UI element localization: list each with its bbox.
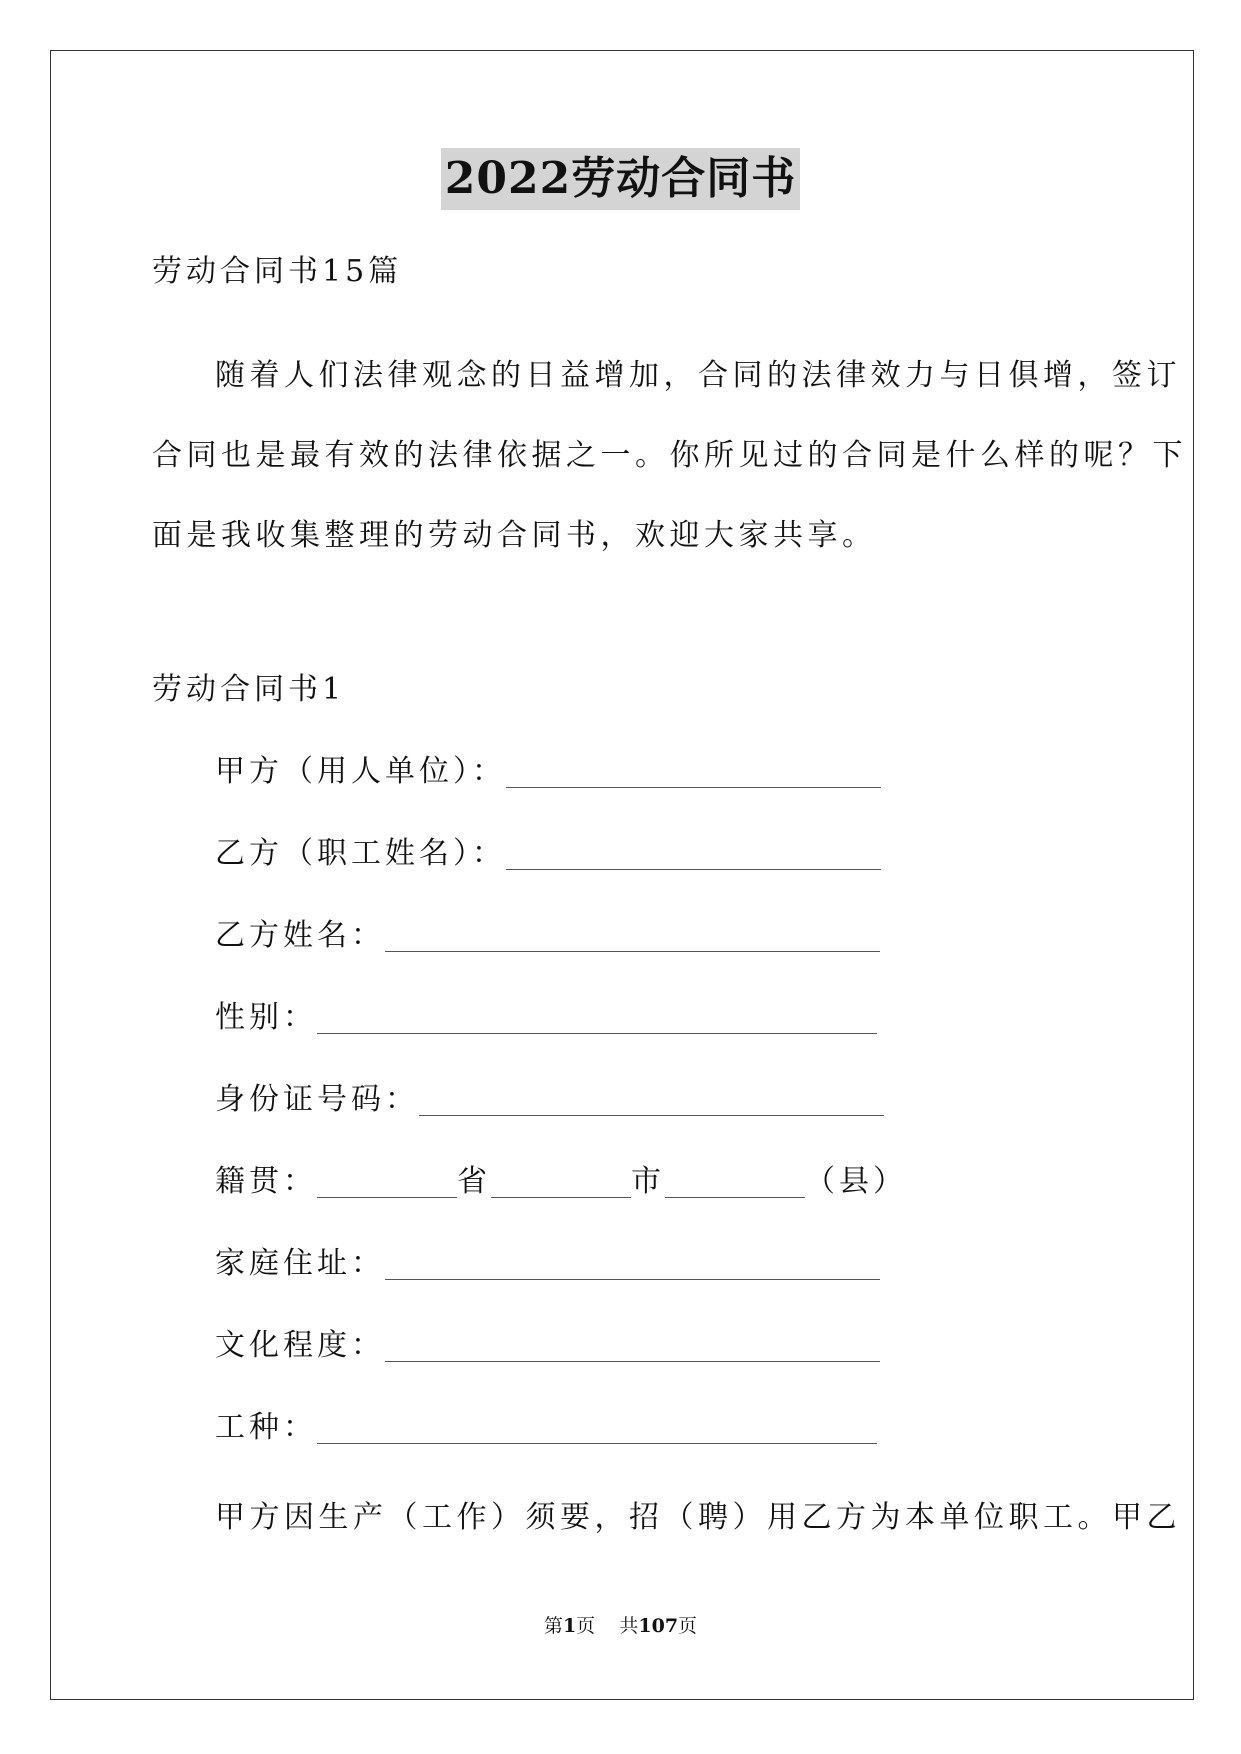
footer-total-prefix: 共 [619,1615,639,1637]
party-a-label: 甲方（用人单位）： [215,754,506,789]
home-address-blank[interactable] [385,1253,880,1280]
native-county-label: （县） [805,1164,907,1199]
native-province-label: 省 [457,1164,491,1199]
party-a-blank[interactable] [506,761,881,788]
gender-field [215,1000,877,1036]
party-b-name-label: 乙方姓名： [215,918,385,953]
home-address-label: 家庭住址： [215,1246,385,1281]
page-footer [0,1614,1241,1638]
intro-line-1: 随着人们法律观念的日益增加，合同的法律效力与日俱增，签订 [215,358,1181,393]
native-province-blank[interactable] [317,1171,457,1198]
education-label: 文化程度： [215,1328,385,1363]
native-city-label: 市 [631,1164,665,1199]
footer-page-number: 1 [562,1615,577,1637]
intro-line-3: 面是我收集整理的劳动合同书，欢迎大家共享。 [152,518,877,553]
education-field [215,1328,880,1364]
education-blank[interactable] [385,1335,880,1362]
party-b-blank[interactable] [506,843,881,870]
party-a-field [215,754,881,790]
document-title-wrapper [0,148,1241,210]
job-type-label: 工种： [215,1410,317,1445]
job-type-blank[interactable] [317,1417,877,1444]
closing-line: 甲方因生产（工作）须要，招（聘）用乙方为本单位职工。甲乙 [215,1500,1181,1535]
home-address-field [215,1246,880,1282]
intro-line-2: 合同也是最有效的法律依据之一。你所见过的合同是什么样的呢？下 [152,438,1187,473]
native-county-blank[interactable] [665,1171,805,1198]
document-subtitle: 劳动合同书15篇 [152,254,403,289]
document-title: 2022劳动合同书 [441,148,800,210]
page-border [50,50,1194,1700]
job-type-field [215,1410,877,1446]
footer-total-pages: 107 [638,1615,679,1637]
native-city-blank[interactable] [491,1171,631,1198]
id-number-label: 身份证号码： [215,1082,419,1117]
native-place-field [215,1164,907,1200]
party-b-name-blank[interactable] [385,925,880,952]
party-b-name-field [215,918,880,954]
gender-label: 性别： [215,1000,317,1035]
native-place-label: 籍贯： [215,1164,317,1199]
footer-page-suffix: 页 [576,1615,596,1637]
section-heading: 劳动合同书1 [152,672,346,707]
gender-blank[interactable] [317,1007,877,1034]
footer-total-suffix: 页 [678,1615,698,1637]
footer-page-prefix: 第 [543,1615,563,1637]
id-number-blank[interactable] [419,1089,884,1116]
id-number-field [215,1082,884,1118]
party-b-label: 乙方（职工姓名）： [215,836,506,871]
party-b-field [215,836,881,872]
